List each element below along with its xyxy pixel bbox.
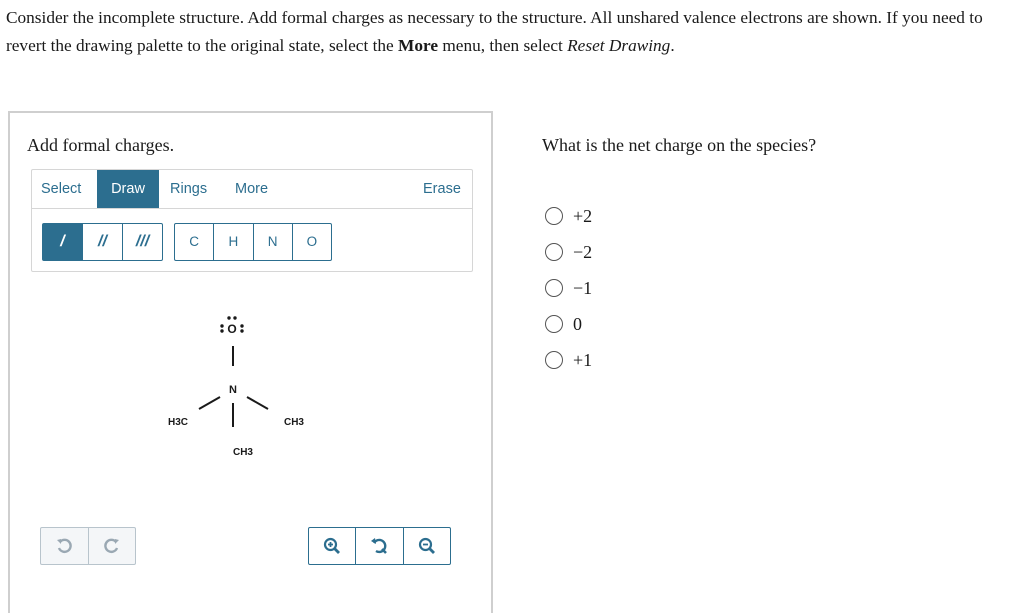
triple-bond-button[interactable]: ///: [122, 224, 162, 260]
zoom-in-icon: [323, 537, 341, 555]
radio-icon[interactable]: [545, 279, 563, 297]
option-label: +2: [573, 205, 593, 226]
option-plus-1[interactable]: [545, 342, 592, 378]
methyl-bottom[interactable]: CH3: [232, 447, 254, 458]
atom-n-button[interactable]: N: [253, 224, 292, 260]
option-plus-2[interactable]: [545, 198, 592, 234]
option-minus-1[interactable]: [545, 270, 592, 306]
single-bond-button[interactable]: /: [43, 224, 82, 260]
question-text: [6, 4, 1018, 60]
radio-icon[interactable]: [545, 315, 563, 333]
tab-draw[interactable]: Draw: [97, 170, 159, 208]
question-more-word: More: [398, 36, 439, 55]
option-label: 0: [573, 313, 582, 334]
zoom-in-button[interactable]: [309, 528, 355, 564]
option-label: +1: [573, 349, 593, 370]
redo-button[interactable]: [88, 528, 136, 564]
double-bond-button[interactable]: //: [82, 224, 122, 260]
molecule-canvas[interactable]: [10, 113, 491, 593]
option-minus-2[interactable]: [545, 234, 592, 270]
radio-icon[interactable]: [545, 351, 563, 369]
option-label: −2: [573, 241, 593, 262]
option-label: −1: [573, 277, 593, 298]
option-zero[interactable]: [545, 306, 592, 342]
zoom-button-group: [308, 527, 451, 565]
question-part3: .: [670, 36, 675, 55]
radio-icon[interactable]: [545, 207, 563, 225]
question-part1: Consider the incomplete structure. Add formal charges as necessary to the structure. All unshared valence electrons are shown. If you need to revert the drawing palette to the original state, select the: [6, 8, 983, 55]
methyl-right[interactable]: CH3: [283, 417, 305, 428]
n-left-bond[interactable]: [199, 397, 220, 409]
net-charge-question: What is the net charge on the species?: [542, 135, 817, 155]
methyl-left[interactable]: H3C: [167, 417, 189, 428]
erase-button[interactable]: Erase: [423, 181, 461, 197]
undo-button[interactable]: [41, 528, 88, 564]
radio-icon[interactable]: [545, 243, 563, 261]
panel-title: Add formal charges.: [27, 135, 175, 155]
zoom-out-icon: [418, 537, 436, 555]
zoom-reset-button[interactable]: [355, 528, 402, 564]
history-button-group: [40, 527, 136, 565]
atom-h-button[interactable]: H: [213, 224, 252, 260]
atom-c-button[interactable]: C: [189, 234, 199, 249]
question-part2: menu, then select: [438, 36, 568, 55]
atom-o-button[interactable]: O: [292, 224, 331, 260]
undo-icon: [56, 538, 72, 554]
redo-icon: [104, 538, 120, 554]
tab-select[interactable]: Select: [41, 181, 82, 197]
zoom-reset-icon: [370, 537, 388, 555]
question-reset-word: Reset Drawing: [567, 36, 671, 55]
drawing-panel: [8, 111, 493, 613]
n-right-bond[interactable]: [247, 397, 268, 409]
oxygen-atom[interactable]: O: [227, 322, 237, 336]
charge-options: [545, 198, 592, 378]
tab-more[interactable]: More: [235, 181, 269, 197]
zoom-out-button[interactable]: [403, 528, 450, 564]
nitrogen-atom[interactable]: N: [229, 384, 237, 396]
tab-rings[interactable]: Rings: [170, 181, 208, 197]
